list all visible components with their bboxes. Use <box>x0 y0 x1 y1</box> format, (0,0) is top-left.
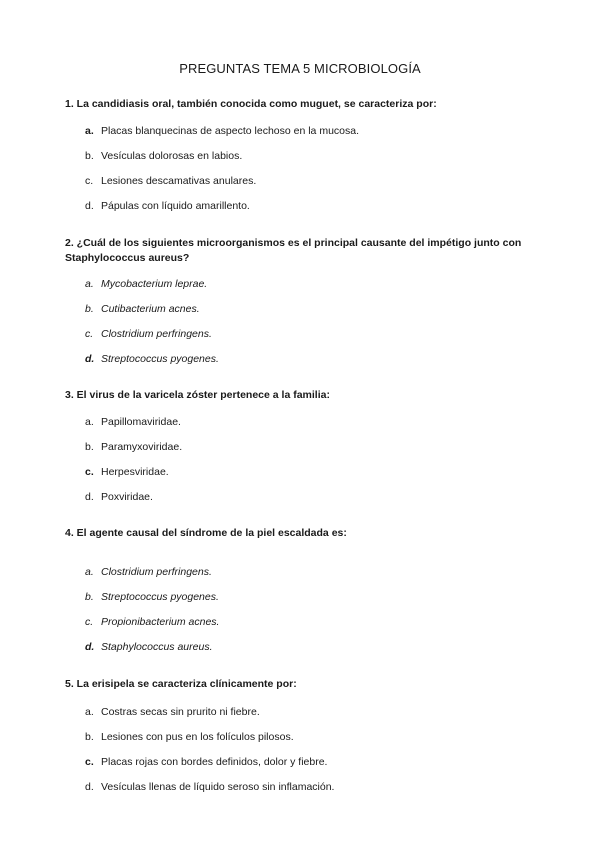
question-4-options <box>65 566 545 654</box>
option-text: Staphylococcus aureus. <box>101 641 213 653</box>
option-1b <box>85 150 545 163</box>
option-5d <box>85 781 545 794</box>
option-5b <box>85 731 545 744</box>
question-1-text: 1. La candidiasis oral, también conocida como muguet, se caracteriza por: <box>65 98 437 110</box>
option-1d <box>85 200 545 213</box>
option-text: Streptococcus pyogenes. <box>101 353 219 365</box>
option-5a <box>85 706 545 719</box>
option-text: Paramyxoviridae. <box>101 441 183 453</box>
question-2-text: 2. ¿Cuál de los siguientes microorganismos es el principal causante del impétigo junto con Staphylococcus aureus? <box>65 237 522 264</box>
question-3-options <box>65 416 545 504</box>
page-title: PREGUNTAS TEMA 5 MICROBIOLOGÍA <box>179 61 421 76</box>
option-letter: c. <box>85 175 94 187</box>
option-text: Clostridium perfringens. <box>101 566 212 578</box>
option-2a <box>85 278 545 291</box>
question-2 <box>65 236 545 366</box>
option-text: Streptococcus pyogenes. <box>101 591 219 603</box>
option-2b <box>85 303 545 316</box>
option-letter: c. <box>85 328 94 340</box>
question-1-options <box>65 125 545 213</box>
option-text: Lesiones descamativas anulares. <box>101 175 257 187</box>
option-text: Vesículas dolorosas en labios. <box>101 150 243 162</box>
option-text: Cutibacterium acnes. <box>101 303 200 315</box>
option-2d <box>85 353 545 366</box>
option-text: Clostridium perfringens. <box>101 328 212 340</box>
option-1a <box>85 125 545 138</box>
option-letter: d. <box>85 781 94 793</box>
option-letter: a. <box>85 125 94 137</box>
option-text: Pápulas con líquido amarillento. <box>101 200 250 212</box>
option-3a <box>85 416 545 429</box>
question-3 <box>65 388 545 504</box>
option-letter: d. <box>85 641 95 653</box>
question-5 <box>65 677 545 794</box>
option-text: Placas blanquecinas de aspecto lechoso en la mucosa. <box>101 125 359 137</box>
option-1c <box>85 175 545 188</box>
option-letter: d. <box>85 491 94 503</box>
option-3b <box>85 441 545 454</box>
option-letter: b. <box>85 591 94 603</box>
question-4 <box>65 526 545 654</box>
option-3d <box>85 491 545 504</box>
option-text: Mycobacterium leprae. <box>101 278 208 290</box>
option-letter: a. <box>85 706 94 718</box>
option-text: Papillomaviridae. <box>101 416 181 428</box>
question-2-options <box>65 278 545 366</box>
option-4d <box>85 641 545 654</box>
option-letter: b. <box>85 150 94 162</box>
option-3c <box>85 466 545 479</box>
option-letter: a. <box>85 416 94 428</box>
question-5-text: 5. La erisipela se caracteriza clínicamente por: <box>65 678 297 690</box>
option-letter: c. <box>85 466 94 478</box>
option-letter: a. <box>85 278 94 290</box>
option-text: Propionibacterium acnes. <box>101 616 220 628</box>
option-4c <box>85 616 545 629</box>
question-3-text: 3. El virus de la varicela zóster pertenece a la familia: <box>65 389 330 401</box>
option-letter: d. <box>85 200 94 212</box>
option-text: Herpesviridae. <box>101 466 169 478</box>
option-letter: c. <box>85 616 94 628</box>
option-text: Costras secas sin prurito ni fiebre. <box>101 706 260 718</box>
option-text: Vesículas llenas de líquido seroso sin inflamación. <box>101 781 335 793</box>
option-4b <box>85 591 545 604</box>
option-text: Lesiones con pus en los folículos pilosos. <box>101 731 294 743</box>
option-letter: b. <box>85 441 94 453</box>
option-text: Placas rojas con bordes definidos, dolor y fiebre. <box>101 756 328 768</box>
option-text: Poxviridae. <box>101 491 153 503</box>
option-letter: c. <box>85 756 94 768</box>
question-5-options <box>65 706 545 794</box>
option-letter: b. <box>85 303 94 315</box>
option-5c <box>85 756 545 769</box>
option-letter: d. <box>85 353 95 365</box>
question-4-text: 4. El agente causal del síndrome de la piel escaldada es: <box>65 527 347 539</box>
option-letter: a. <box>85 566 94 578</box>
option-letter: b. <box>85 731 94 743</box>
option-2c <box>85 328 545 341</box>
question-1 <box>65 97 545 213</box>
option-4a <box>85 566 545 579</box>
